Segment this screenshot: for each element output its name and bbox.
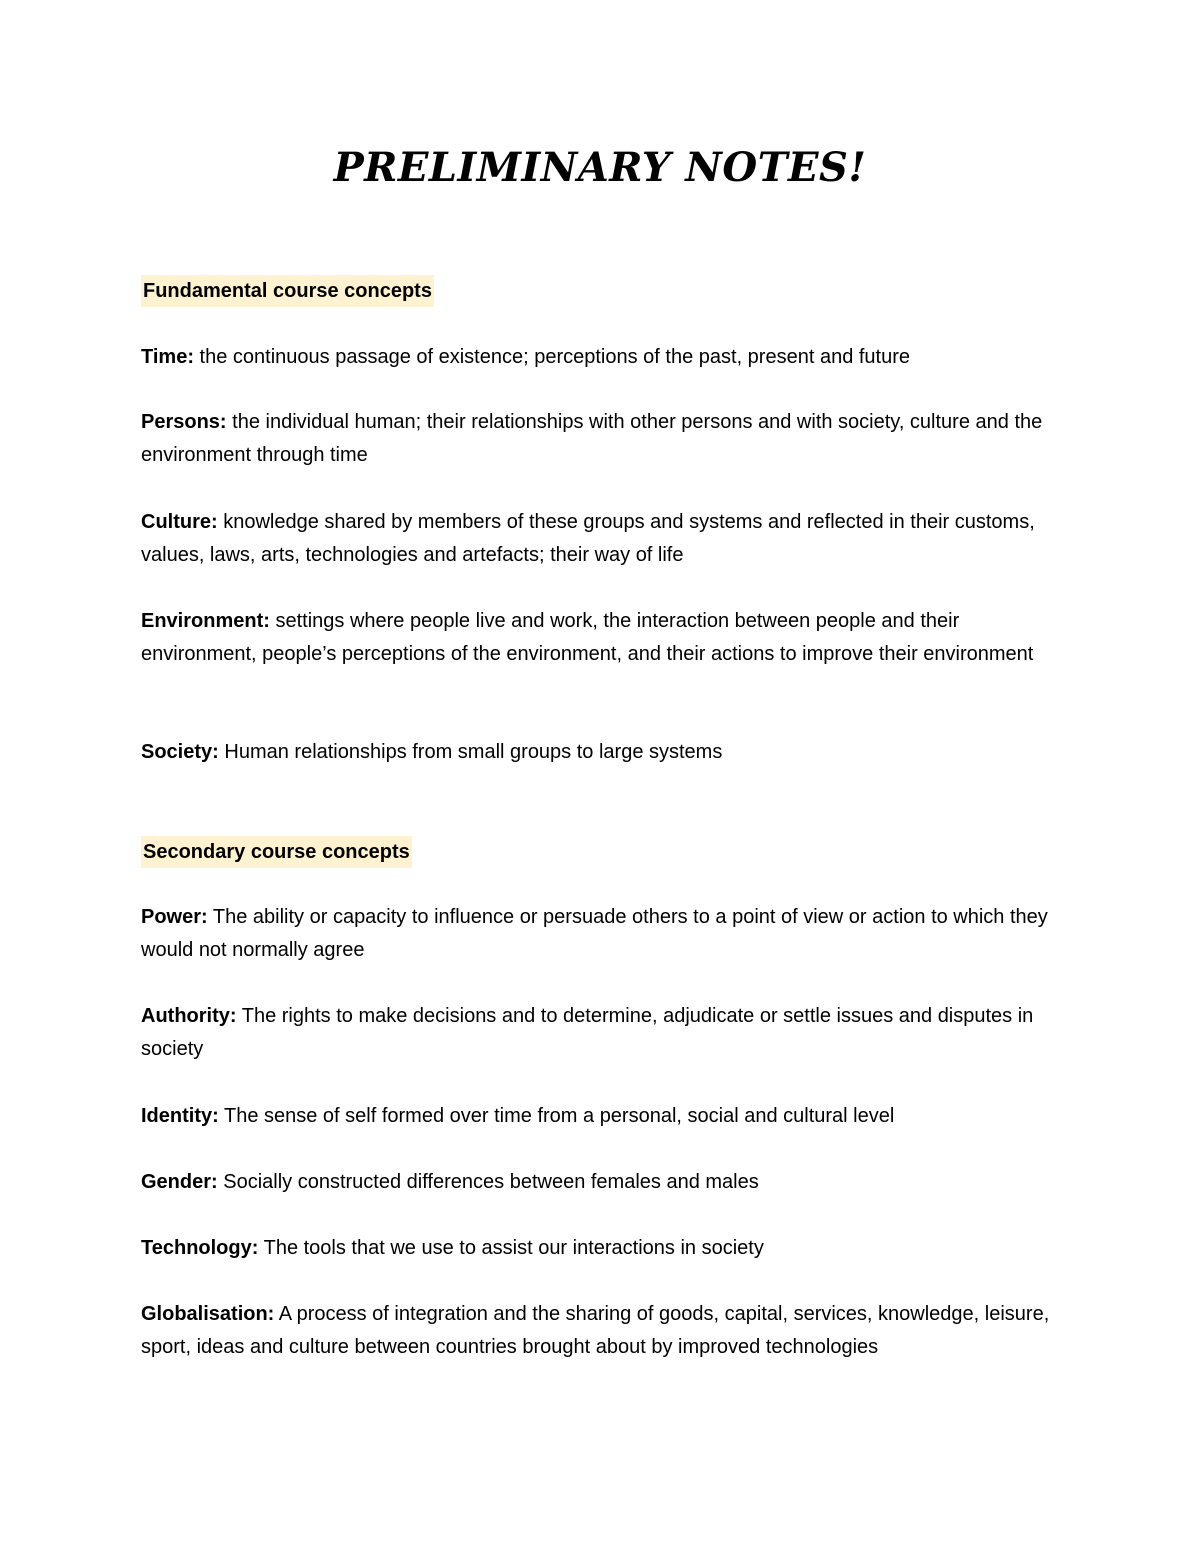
concept-entry-authority — [141, 1000, 1071, 1066]
concept-entry-culture — [141, 506, 1071, 572]
concept-term: Time: — [141, 346, 194, 368]
concept-definition: The ability or capacity to influence or persuade others to a point of view or action to which they would not normally agree — [141, 906, 1048, 961]
concept-definition: The rights to make decisions and to determine, adjudicate or settle issues and disputes in society — [141, 1005, 1034, 1060]
concept-term: Globalisation: — [141, 1303, 275, 1325]
concept-term: Society: — [141, 741, 219, 763]
concept-definition: The sense of self formed over time from a personal, social and cultural level — [223, 1105, 895, 1127]
concept-definition: the continuous passage of existence; perceptions of the past, present and future — [199, 346, 911, 368]
concept-entry-power — [141, 901, 1071, 967]
concept-entry-technology — [141, 1232, 1071, 1265]
concept-definition: the individual human; their relationships with other persons and with society, culture and the environment through time — [141, 411, 1043, 466]
concept-term: Environment: — [141, 610, 270, 632]
section-heading-fundamental: Fundamental course concepts — [141, 275, 434, 307]
concept-entry-globalisation — [141, 1298, 1071, 1364]
concept-term: Persons: — [141, 411, 227, 433]
concept-entry-society — [141, 736, 1071, 769]
section-heading-secondary: Secondary course concepts — [141, 836, 412, 868]
concept-term: Technology: — [141, 1237, 259, 1259]
concept-entry-time — [141, 341, 1071, 374]
concept-definition: settings where people live and work, the interaction between people and their environment, people’s perceptions of the environment, and their actions to improve their environment — [141, 610, 1034, 665]
concept-definition: Socially constructed differences between females and males — [223, 1171, 759, 1193]
concept-term: Power: — [141, 906, 208, 928]
concept-term: Identity: — [141, 1105, 219, 1127]
concept-entry-gender — [141, 1166, 1071, 1199]
concept-definition: A process of integration and the sharing of goods, capital, services, knowledge, leisure, sport, ideas and culture between countries brought about by improved technologies — [141, 1303, 1050, 1358]
concept-term: Gender: — [141, 1171, 218, 1193]
concept-definition: The tools that we use to assist our interactions in society — [263, 1237, 764, 1259]
concept-definition: Human relationships from small groups to large systems — [224, 741, 723, 763]
concept-entry-identity — [141, 1100, 1071, 1133]
concept-term: Culture: — [141, 511, 218, 533]
concept-entry-environment — [141, 605, 1071, 671]
concept-term: Authority: — [141, 1005, 237, 1027]
page-title: PRELIMINARY NOTES! — [333, 144, 867, 191]
concept-entry-persons — [141, 406, 1071, 472]
concept-definition: knowledge shared by members of these groups and systems and reflected in their customs, values, laws, arts, technologies and artefacts; their way of life — [141, 511, 1035, 566]
